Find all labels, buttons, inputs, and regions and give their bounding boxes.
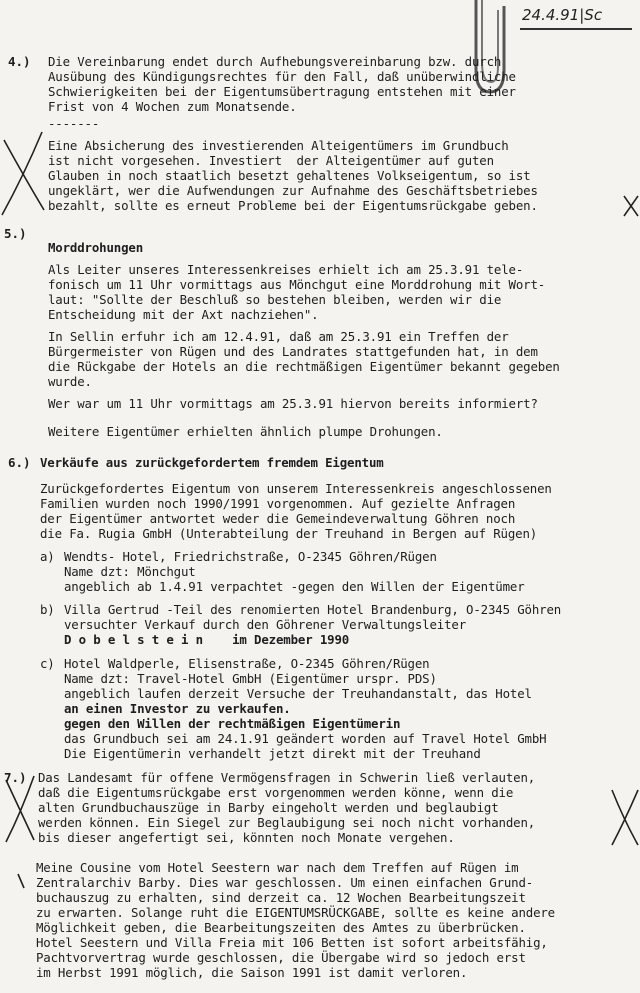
sec5-line: Bürgermeister von Rügen und des Landrates stattgefunden hat, in dem <box>48 344 538 359</box>
sec7-line: zu erwarten. Solange ruht die EIGENTUMSRÜCKGABE, sollte es keine andere <box>36 905 555 920</box>
sec7-line: Das Landesamt für offene Vermögensfragen in Schwerin ließ verlauten, <box>38 770 536 785</box>
item-c-line: Hotel Waldperle, Elisenstraße, O-2345 Göhren/Rügen <box>64 656 430 671</box>
item-b-line: D o b e l s t e i n im Dezember 1990 <box>64 632 350 647</box>
margin-cross-1 <box>2 132 44 215</box>
sec5-line: wurde. <box>48 374 92 389</box>
item-a-label: a) <box>40 549 55 564</box>
sec4-para-line: Eine Absicherung des investierenden Alteigentümers im Grundbuch <box>48 138 509 153</box>
section-7-number: 7.) <box>4 770 27 785</box>
section-4-number: 4.) <box>8 54 31 69</box>
sec4-line: Frist von 4 Wochen zum Monatsende. <box>48 99 297 114</box>
sec4-dashes: ------- <box>48 116 100 131</box>
item-c-line: das Grundbuch sei am 24.1.91 geändert worden auf Travel Hotel GmbH <box>64 731 547 746</box>
sec6-intro-line: Zurückgefordertes Eigentum von unserem Interessenkreis angeschlossenen <box>40 481 552 496</box>
section-5-number: 5.) <box>4 226 27 241</box>
item-c-line: Die Eigentümerin verhandelt jetzt direkt mit der Treuhand <box>64 746 481 761</box>
sec4-para-line: bezahlt, sollte es erneut Probleme bei der Eigentumsrückgabe geben. <box>48 198 538 213</box>
item-a-line: angeblich ab 1.4.91 verpachtet -gegen den Willen der Eigentümer <box>64 579 525 594</box>
sec6-heading: Verkäufe aus zurückgefordertem fremdem Eigentum <box>40 455 384 470</box>
handwritten-date: 24.4.91|Sc <box>522 6 603 24</box>
sec7-line: buchauszug zu erhalten, sind derzeit ca. 12 Wochen Bearbeitungszeit <box>36 890 526 905</box>
item-b-line: versuchter Verkauf durch den Göhrener Verwaltungsleiter <box>64 617 467 632</box>
sec5-line: Wer war um 11 Uhr vormittags am 25.3.91 hiervon bereits informiert? <box>48 396 538 411</box>
item-b-line: Villa Gertrud -Teil des renomierten Hotel Brandenburg, O-2345 Göhren <box>64 602 562 617</box>
sec5-line: In Sellin erfuhr ich am 12.4.91, daß am 25.3.91 ein Treffen der <box>48 329 509 344</box>
item-c-line: an einen Investor zu verkaufen. <box>64 701 291 716</box>
sec7-line: Meine Cousine vom Hotel Seestern war nach dem Treffen auf Rügen im <box>36 860 519 875</box>
date-underline <box>520 28 632 30</box>
sec7-line: im Herbst 1991 möglich, die Saison 1991 ist damit verloren. <box>36 965 468 980</box>
item-c-line: Name dzt: Travel-Hotel GmbH (Eigentümer urspr. PDS) <box>64 671 437 686</box>
sec7-line: Pachtvorvertrag wurde geschlossen, die Übergabe wird so jedoch erst <box>36 950 526 965</box>
sec7-line: alten Grundbuchauszüge in Barby eingeholt werden und beglaubigt <box>38 800 499 815</box>
sec7-line: Hotel Seestern und Villa Freia mit 106 Betten ist sofort arbeitsfähig, <box>36 935 548 950</box>
sec4-line: Ausübung des Kündigungsrechtes für den Fall, daß unüberwindliche <box>48 69 516 84</box>
item-a-line: Wendts- Hotel, Friedrichstraße, O-2345 Göhren/Rügen <box>64 549 437 564</box>
item-c-line: gegen den Willen der rechtmäßigen Eigentümerin <box>64 716 401 731</box>
sec7-line: bis dieser angefertigt sei, könnten noch Monate vergehen. <box>38 830 455 845</box>
item-b-label: b) <box>40 602 55 617</box>
sec7-line: Möglichkeit geben, die Bearbeitungszeiten des Amtes zu überbrücken. <box>36 920 526 935</box>
sec6-intro-line: die Fa. Rugia GmbH (Unterabteilung der Treuhand in Bergen auf Rügen) <box>40 526 538 541</box>
sec5-line: Entscheidung mit der Axt nachziehen". <box>48 307 319 322</box>
sec6-intro-line: der Eigentümer antwortet weder die Gemeindeverwaltung Göhren noch <box>40 511 516 526</box>
margin-cross-3 <box>612 790 638 845</box>
margin-cross-2 <box>6 776 34 842</box>
sec7-line: daß die Eigentumsrückgabe erst vorgenommen werden könne, wenn die <box>38 785 514 800</box>
sec7-line: werden können. Ein Siegel zur Beglaubigung sei noch nicht vorhanden, <box>38 815 536 830</box>
sec5-line: Weitere Eigentümer erhielten ähnlich plumpe Drohungen. <box>48 424 443 439</box>
item-a-line: Name dzt: Mönchgut <box>64 564 196 579</box>
sec6-intro-line: Familien wurden noch 1990/1991 vorgenommen. Auf gezielte Anfragen <box>40 496 516 511</box>
sec4-para-line: Glauben in noch staatlich besetzt gehaltenes Volkseigentum, so ist <box>48 168 531 183</box>
sec5-line: fonisch um 11 Uhr vormittags aus Mönchgut eine Morddrohung mit Wort- <box>48 277 546 292</box>
item-c-line: angeblich laufen derzeit Versuche der Treuhandanstalt, das Hotel <box>64 686 532 701</box>
sec4-para-line: ist nicht vorgesehen. Investiert der Alteigentümer auf guten <box>48 153 494 168</box>
sec5-heading: Morddrohungen <box>48 240 144 255</box>
sec5-line: die Rückgabe der Hotels an die rechtmäßigen Eigentümer bekannt gegeben <box>48 359 560 374</box>
sec7-line: Zentralarchiv Barby. Dies war geschlossen. Um einen einfachen Grund- <box>36 875 534 890</box>
margin-cross-4 <box>624 196 638 216</box>
sec4-para-line: ungeklärt, wer die Aufwendungen zur Aufnahme des Geschäftsbetriebes <box>48 183 538 198</box>
item-c-label: c) <box>40 656 55 671</box>
sec5-line: Als Leiter unseres Interessenkreises erhielt ich am 25.3.91 tele- <box>48 262 524 277</box>
section-6-number: 6.) <box>8 455 31 470</box>
sec4-line: Die Vereinbarung endet durch Aufhebungsvereinbarung bzw. durch <box>48 54 502 69</box>
sec5-line: laut: "Sollte der Beschluß so bestehen bleiben, werden wir die <box>48 292 502 307</box>
margin-tick <box>18 874 24 888</box>
sec4-line: Schwierigkeiten bei der Eigentumsübertragung entstehen mit einer <box>48 84 516 99</box>
